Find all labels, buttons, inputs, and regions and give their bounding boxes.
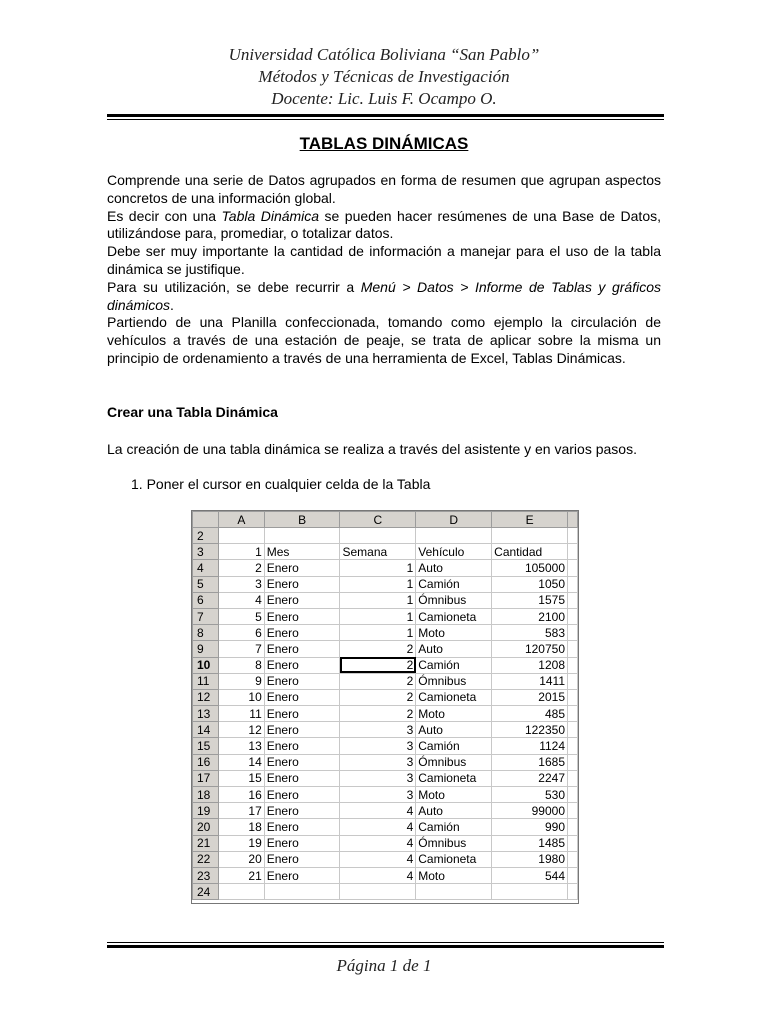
table-row xyxy=(193,576,578,592)
table-cell[interactable]: Camioneta xyxy=(416,689,492,705)
grid-cell[interactable] xyxy=(568,592,578,608)
grid-cell[interactable] xyxy=(340,528,416,544)
table-cell[interactable]: 1685 xyxy=(492,754,568,770)
row-header[interactable]: 16 xyxy=(193,754,219,770)
grid-cell[interactable] xyxy=(568,754,578,770)
grid-cell[interactable] xyxy=(568,528,578,544)
table-cell[interactable]: Enero xyxy=(264,689,340,705)
intro-paragraph: La creación de una tabla dinámica se realiza a través del asistente y en varios pasos. xyxy=(107,441,637,457)
page-title: TABLAS DINÁMICAS xyxy=(299,134,469,153)
table-cell[interactable]: 4 xyxy=(340,835,416,851)
header-cell[interactable]: Mes xyxy=(264,544,340,560)
table-cell[interactable]: Ómnibus xyxy=(416,835,492,851)
table-cell[interactable]: Enero xyxy=(264,851,340,867)
table-cell[interactable]: Moto xyxy=(416,625,492,641)
table-cell[interactable]: 122350 xyxy=(492,722,568,738)
page-number: Página 1 de 1 xyxy=(336,956,432,975)
grid-cell[interactable] xyxy=(568,706,578,722)
grid-cell[interactable] xyxy=(568,884,578,900)
grid-cell[interactable] xyxy=(264,884,340,900)
table-cell[interactable]: 2 xyxy=(340,706,416,722)
table-row xyxy=(193,560,578,576)
table-cell[interactable]: 1050 xyxy=(492,576,568,592)
table-cell[interactable]: Enero xyxy=(264,576,340,592)
table-cell[interactable]: Auto xyxy=(416,803,492,819)
table-row xyxy=(193,787,578,803)
table-cell[interactable]: Auto xyxy=(416,560,492,576)
table-row xyxy=(193,673,578,689)
table-cell[interactable]: 1 xyxy=(340,592,416,608)
row-header[interactable]: 8 xyxy=(193,625,219,641)
table-cell[interactable]: 5 xyxy=(218,608,264,624)
table-cell[interactable]: 530 xyxy=(492,787,568,803)
table-cell[interactable]: 8 xyxy=(218,657,264,673)
table-cell[interactable]: 18 xyxy=(218,819,264,835)
course-name: Métodos y Técnicas de Investigación xyxy=(258,67,510,86)
paragraph-4: Para su utilización, se debe recurrir a Menú > Datos > Informe de Tablas y gráficos dinámicos. xyxy=(107,278,661,313)
table-cell[interactable]: Moto xyxy=(416,787,492,803)
grid-cell[interactable] xyxy=(568,722,578,738)
table-cell[interactable]: 2 xyxy=(340,657,416,673)
row-header[interactable]: 3 xyxy=(193,544,219,560)
table-cell[interactable]: 3 xyxy=(340,722,416,738)
header-cell[interactable]: Cantidad xyxy=(492,544,568,560)
table-cell[interactable]: 3 xyxy=(218,576,264,592)
row-header[interactable]: 24 xyxy=(193,884,219,900)
grid-cell[interactable] xyxy=(568,835,578,851)
table-cell[interactable]: 485 xyxy=(492,706,568,722)
table-header-row xyxy=(193,544,578,560)
table-cell[interactable]: 16 xyxy=(218,787,264,803)
table-cell[interactable]: 9 xyxy=(218,673,264,689)
grid-cell[interactable] xyxy=(568,625,578,641)
row-header[interactable]: 13 xyxy=(193,706,219,722)
table-cell[interactable]: 11 xyxy=(218,706,264,722)
table-cell[interactable]: 990 xyxy=(492,819,568,835)
table-cell[interactable]: 20 xyxy=(218,851,264,867)
column-header-b[interactable]: B xyxy=(264,512,340,528)
table-cell[interactable]: Enero xyxy=(264,770,340,786)
table-cell[interactable]: Enero xyxy=(264,722,340,738)
column-header-a[interactable]: A xyxy=(218,512,264,528)
table-row xyxy=(193,641,578,657)
table-cell[interactable]: 1575 xyxy=(492,592,568,608)
grid-cell[interactable] xyxy=(568,738,578,754)
table-cell[interactable]: 1124 xyxy=(492,738,568,754)
table-cell[interactable]: 544 xyxy=(492,867,568,883)
row-header[interactable]: 20 xyxy=(193,819,219,835)
row-header[interactable]: 6 xyxy=(193,592,219,608)
row-header[interactable]: 12 xyxy=(193,689,219,705)
table-cell[interactable]: 2 xyxy=(340,673,416,689)
grid-cell[interactable] xyxy=(492,884,568,900)
document-header xyxy=(0,44,768,110)
table-cell[interactable]: 4 xyxy=(340,867,416,883)
table-cell[interactable]: 4 xyxy=(218,592,264,608)
column-header-row xyxy=(193,512,578,528)
table-cell[interactable]: 99000 xyxy=(492,803,568,819)
grid-cell[interactable] xyxy=(340,884,416,900)
table-cell[interactable]: 3 xyxy=(340,770,416,786)
row-header[interactable]: 23 xyxy=(193,867,219,883)
table-row xyxy=(193,706,578,722)
grid-cell[interactable] xyxy=(568,544,578,560)
column-header-e[interactable]: E xyxy=(492,512,568,528)
table-cell[interactable]: 19 xyxy=(218,835,264,851)
header-cell[interactable]: Vehículo xyxy=(416,544,492,560)
instructor-name: Docente: Lic. Luis F. Ocampo O. xyxy=(271,89,497,108)
table-row xyxy=(193,851,578,867)
grid-cell[interactable] xyxy=(568,657,578,673)
table-row xyxy=(193,608,578,624)
row-header[interactable]: 11 xyxy=(193,673,219,689)
column-header-d[interactable]: D xyxy=(416,512,492,528)
table-cell[interactable]: 3 xyxy=(340,738,416,754)
paragraph-1: Comprende una serie de Datos agrupados en forma de resumen que agrupan aspectos concretos de una información global. xyxy=(107,172,661,206)
table-cell[interactable]: Enero xyxy=(264,803,340,819)
step-1: 1. Poner el cursor en cualquier celda de la Tabla xyxy=(131,476,431,492)
table-cell[interactable]: 14 xyxy=(218,754,264,770)
table-cell[interactable]: 2247 xyxy=(492,770,568,786)
footer-rule xyxy=(107,945,664,948)
table-cell[interactable]: 1 xyxy=(340,560,416,576)
grid-cell[interactable] xyxy=(568,867,578,883)
table-cell[interactable]: Enero xyxy=(264,867,340,883)
table-row xyxy=(193,884,578,900)
table-cell[interactable]: 105000 xyxy=(492,560,568,576)
table-row xyxy=(193,835,578,851)
grid-cell[interactable] xyxy=(568,641,578,657)
column-header-next[interactable] xyxy=(568,512,578,528)
table-cell[interactable]: Enero xyxy=(264,673,340,689)
table-cell[interactable]: 1411 xyxy=(492,673,568,689)
table-cell[interactable]: Camión xyxy=(416,576,492,592)
table-cell[interactable]: 12 xyxy=(218,722,264,738)
grid-cell[interactable] xyxy=(568,608,578,624)
table-cell[interactable]: 21 xyxy=(218,867,264,883)
table-row xyxy=(193,528,578,544)
table-cell[interactable]: Enero xyxy=(264,592,340,608)
table-cell[interactable]: Camioneta xyxy=(416,770,492,786)
row-header[interactable]: 21 xyxy=(193,835,219,851)
table-cell[interactable]: 2015 xyxy=(492,689,568,705)
table-cell[interactable]: Camioneta xyxy=(416,608,492,624)
table-cell[interactable]: 1208 xyxy=(492,657,568,673)
table-row xyxy=(193,803,578,819)
table-cell[interactable]: Moto xyxy=(416,706,492,722)
table-row xyxy=(193,657,578,673)
table-cell[interactable]: Camión xyxy=(416,738,492,754)
table-cell[interactable]: Enero xyxy=(264,625,340,641)
table-cell[interactable]: Ómnibus xyxy=(416,754,492,770)
table-cell[interactable]: Camioneta xyxy=(416,851,492,867)
grid-cell[interactable] xyxy=(568,819,578,835)
table-cell[interactable]: 17 xyxy=(218,803,264,819)
table-cell[interactable]: 13 xyxy=(218,738,264,754)
table-row xyxy=(193,592,578,608)
header-rule-thin xyxy=(107,119,664,120)
row-header[interactable]: 22 xyxy=(193,851,219,867)
table-cell[interactable]: 1 xyxy=(340,625,416,641)
university-name: Universidad Católica Boliviana “San Pablo” xyxy=(228,45,540,64)
paragraph-5: Partiendo de una Planilla confeccionada, tomando como ejemplo la circulación de vehículos a través de una estación de peaje, se trata de aplicar sobre la misma un principio de ordenamiento a través de una herramienta de Excel, Tablas Dinámicas. xyxy=(107,314,661,366)
table-cell[interactable]: 2 xyxy=(340,689,416,705)
table-cell[interactable]: Enero xyxy=(264,819,340,835)
grid-cell[interactable] xyxy=(568,851,578,867)
table-cell[interactable]: Enero xyxy=(264,835,340,851)
table-cell[interactable]: 1485 xyxy=(492,835,568,851)
table-cell[interactable]: 6 xyxy=(218,625,264,641)
table-cell[interactable]: 7 xyxy=(218,641,264,657)
grid-cell[interactable] xyxy=(568,787,578,803)
table-cell[interactable]: 4 xyxy=(340,819,416,835)
grid-cell[interactable] xyxy=(492,528,568,544)
row-header[interactable]: 4 xyxy=(193,560,219,576)
grid-cell[interactable] xyxy=(264,528,340,544)
table-cell[interactable]: 4 xyxy=(340,803,416,819)
table-cell[interactable]: 2 xyxy=(340,641,416,657)
spreadsheet-grid xyxy=(192,511,578,900)
table-cell[interactable]: 10 xyxy=(218,689,264,705)
table-cell[interactable]: 3 xyxy=(340,787,416,803)
row-header[interactable]: 9 xyxy=(193,641,219,657)
table-cell[interactable]: Auto xyxy=(416,722,492,738)
corner-cell[interactable] xyxy=(193,512,219,528)
footer-rule-thin xyxy=(107,942,664,943)
table-cell[interactable]: 3 xyxy=(340,754,416,770)
spreadsheet-screenshot xyxy=(191,510,579,904)
body-text xyxy=(107,172,661,368)
table-cell[interactable]: Moto xyxy=(416,867,492,883)
table-row xyxy=(193,738,578,754)
row-header[interactable]: 14 xyxy=(193,722,219,738)
row-header[interactable]: 5 xyxy=(193,576,219,592)
grid-cell[interactable] xyxy=(568,803,578,819)
grid-cell[interactable] xyxy=(218,528,264,544)
table-cell[interactable]: Enero xyxy=(264,641,340,657)
table-cell[interactable]: Enero xyxy=(264,706,340,722)
grid-cell[interactable] xyxy=(568,673,578,689)
grid-cell[interactable] xyxy=(568,560,578,576)
table-cell[interactable]: 1 xyxy=(340,576,416,592)
row-header[interactable]: 18 xyxy=(193,787,219,803)
table-cell[interactable]: Enero xyxy=(264,738,340,754)
grid-cell[interactable] xyxy=(568,770,578,786)
table-cell[interactable]: Enero xyxy=(264,608,340,624)
grid-cell[interactable] xyxy=(218,884,264,900)
paragraph-2: Es decir con una Tabla Dinámica se pueden hacer resúmenes de una Base de Datos, utilizándose para, promediar, o totalizar datos. xyxy=(107,207,661,242)
table-cell[interactable]: 583 xyxy=(492,625,568,641)
grid-cell[interactable] xyxy=(568,689,578,705)
row-header[interactable]: 7 xyxy=(193,608,219,624)
table-cell[interactable]: Ómnibus xyxy=(416,673,492,689)
grid-cell[interactable] xyxy=(416,884,492,900)
column-header-c[interactable]: C xyxy=(340,512,416,528)
table-cell[interactable]: Camión xyxy=(416,657,492,673)
row-header[interactable]: 17 xyxy=(193,770,219,786)
table-cell[interactable]: Enero xyxy=(264,787,340,803)
table-row xyxy=(193,722,578,738)
paragraph-3: Debe ser muy importante la cantidad de información a manejar para el uso de la tabla dinámica se justifique. xyxy=(107,243,661,277)
table-row xyxy=(193,689,578,705)
table-cell[interactable]: Enero xyxy=(264,560,340,576)
row-header[interactable]: 10 xyxy=(193,657,219,673)
header-rule xyxy=(107,114,664,117)
header-cell[interactable]: 1 xyxy=(218,544,264,560)
table-row xyxy=(193,867,578,883)
table-cell[interactable]: 2 xyxy=(218,560,264,576)
table-cell[interactable]: 2100 xyxy=(492,608,568,624)
table-cell[interactable]: Enero xyxy=(264,754,340,770)
table-cell[interactable]: Auto xyxy=(416,641,492,657)
table-cell[interactable]: 1 xyxy=(340,608,416,624)
table-cell[interactable]: 120750 xyxy=(492,641,568,657)
table-cell[interactable]: Ómnibus xyxy=(416,592,492,608)
table-cell[interactable]: 4 xyxy=(340,851,416,867)
row-header[interactable]: 19 xyxy=(193,803,219,819)
table-cell[interactable]: Enero xyxy=(264,657,340,673)
table-row xyxy=(193,819,578,835)
table-row xyxy=(193,754,578,770)
row-header[interactable]: 15 xyxy=(193,738,219,754)
grid-cell[interactable] xyxy=(568,576,578,592)
grid-cell[interactable] xyxy=(416,528,492,544)
header-cell[interactable]: Semana xyxy=(340,544,416,560)
table-cell[interactable]: 15 xyxy=(218,770,264,786)
table-row xyxy=(193,770,578,786)
row-header[interactable]: 2 xyxy=(193,528,219,544)
table-cell[interactable]: Camión xyxy=(416,819,492,835)
section-heading: Crear una Tabla Dinámica xyxy=(107,404,278,420)
table-cell[interactable]: 1980 xyxy=(492,851,568,867)
table-row xyxy=(193,625,578,641)
